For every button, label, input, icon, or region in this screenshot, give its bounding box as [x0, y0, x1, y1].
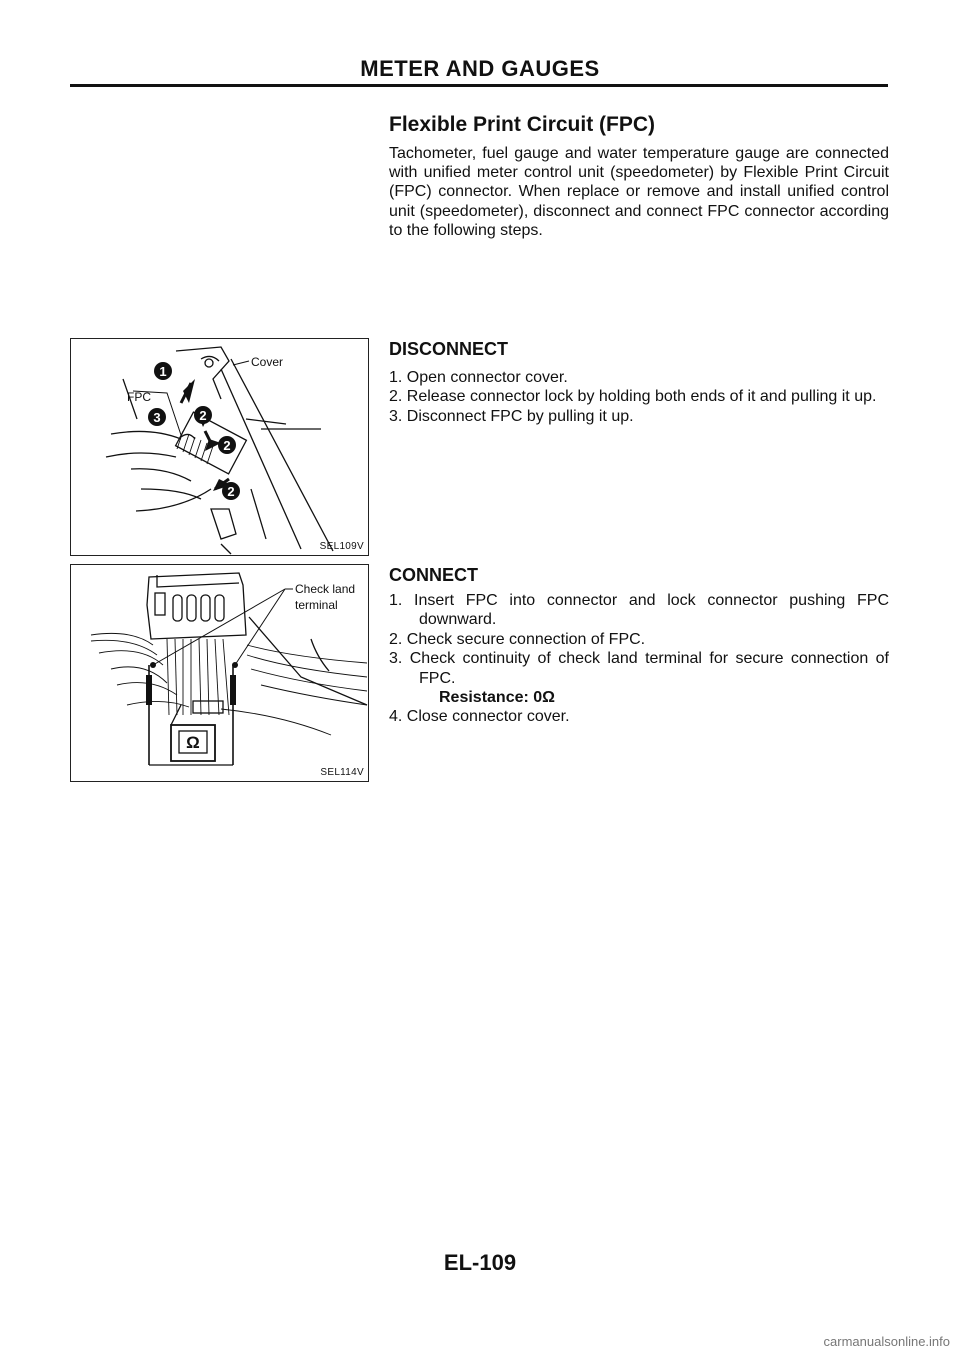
callout-2c: 2: [227, 484, 235, 499]
disconnect-heading: DISCONNECT: [389, 339, 509, 359]
callout-2a: 2: [199, 408, 207, 423]
label-terminal: terminal: [295, 598, 338, 612]
list-item: 3. Disconnect FPC by pulling it up.: [389, 407, 634, 425]
header-rule: [70, 84, 888, 87]
figure-connect: [70, 564, 369, 782]
list-item: 1. Insert FPC into connector and lock connector pushing FPC downward.: [389, 592, 889, 629]
watermark: carmanualsonline.info: [823, 1334, 950, 1349]
page-header: METER AND GAUGES: [360, 56, 600, 81]
callout-2b: 2: [223, 438, 231, 453]
intro-paragraph: Tachometer, fuel gauge and water temperature gauge are connected with unified meter control unit (speedometer) by Flexible Print Circuit (FPC) connector. When replace or remove and install unified control unit (speedometer), disconnect and connect FPC connector according to the following steps.: [389, 145, 889, 239]
figure-code: SEL114V: [320, 767, 364, 778]
connect-illustration: [71, 565, 368, 781]
figure-code: SEL109V: [319, 541, 364, 552]
section-title: Flexible Print Circuit (FPC): [389, 113, 656, 136]
list-item: 2. Check secure connection of FPC.: [389, 630, 646, 648]
page-number: EL-109: [443, 1250, 517, 1275]
list-item: 4. Close connector cover.: [389, 708, 570, 726]
connect-steps: [389, 591, 889, 727]
connect-heading: CONNECT: [389, 565, 478, 585]
resistance-spec: Resistance: 0Ω: [439, 689, 555, 707]
list-item: 1. Open connector cover.: [389, 369, 568, 386]
label-check-land: Check land: [295, 582, 356, 596]
disconnect-steps: [389, 368, 889, 426]
list-item: 2. Release connector lock by holding both ends of it and pulling it up.: [389, 388, 877, 406]
list-item: 3. Check continuity of check land terminal for secure connection of FPC.: [389, 650, 889, 687]
meter-symbol: Ω: [186, 733, 200, 752]
callout-1: 1: [159, 364, 167, 379]
figure-disconnect: [70, 338, 369, 556]
label-cover: Cover: [251, 355, 284, 369]
callout-3: 3: [153, 410, 161, 425]
label-fpc: FPC: [127, 390, 151, 404]
disconnect-illustration: [71, 339, 368, 555]
